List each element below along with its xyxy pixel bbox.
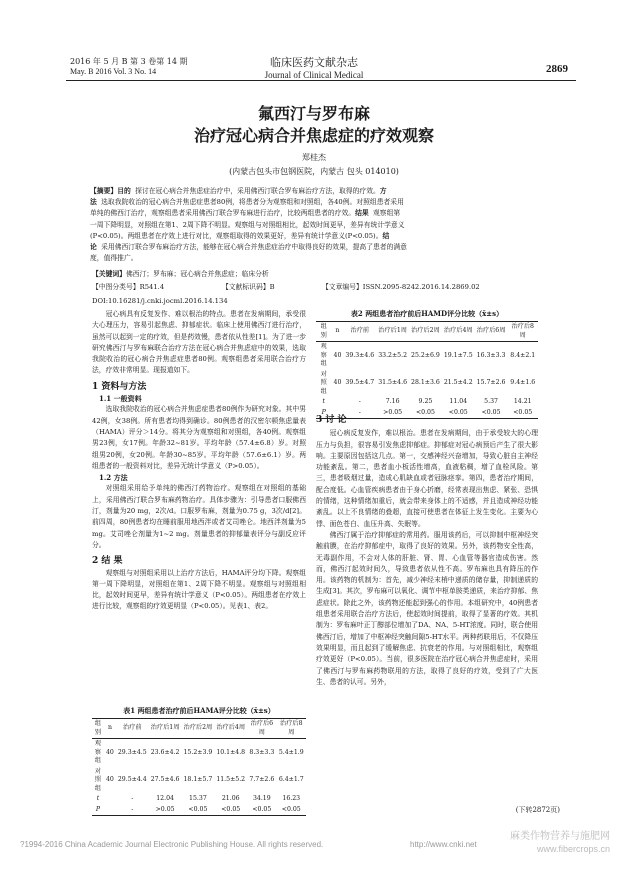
table-cell: P (92, 805, 104, 816)
table-cell: 16.3±3.3 (476, 351, 506, 359)
abstract-objective-label: 目的 (117, 187, 131, 195)
table-cell: 7.7±2.6 (249, 776, 275, 783)
table-2-grid (316, 321, 538, 419)
section-2-text: 观察组与对照组采用以上治疗方法后，HAMA评分均下降。观察组第一周下降明显，对照组在第1、2周下降不明显。观察组与对照组相比，起效时间更早，差异有统计学意义（P<0.05）。两组患者在疗效上进行比较，观察组的疗效更明显（P<0.05）。见表1、表2。 (92, 568, 306, 611)
table-header: 治疗后1周 (149, 719, 182, 739)
abstract-line: 度，值得推广。 (90, 254, 138, 263)
abstract-line: (P<0.05)。两组患者在疗效上进行对比，观察组取得的效果更好，差异有统计学意义(P<0.05)。 (90, 231, 383, 240)
table-cell: 29.5±4.4 (117, 776, 147, 783)
abstract-method-label-2: 法 (90, 198, 97, 207)
watermark-cn: 麻类作物营养与施肥网 (510, 831, 610, 842)
abstract-line: 一周下降明显，对照组在第1、2周下降不明显。观察组与对照组相比，起效时间更早，差异有统计学意义 (90, 220, 405, 229)
table-cell: <0.05 (214, 805, 247, 816)
issue-en: May. B 2016 Vol. 3 No. 14 (70, 67, 157, 76)
table-cell: 9.4±1.6 (510, 379, 536, 386)
table-row (92, 767, 306, 795)
table-cell: 34.19 (252, 795, 271, 802)
journal-cn: 临床医药文献杂志 (270, 56, 358, 69)
table-cell: 18.1±5.7 (183, 776, 213, 783)
table-cell: 8.3±3.3 (249, 748, 275, 756)
table-header: 治疗后2周 (409, 322, 442, 342)
title-line-2: 治疗冠心病合并焦虑症的疗效观察 (193, 126, 434, 145)
abstract-label: 【摘要】 (90, 187, 118, 195)
table-header: n (332, 322, 344, 342)
table-cell: <0.05 (442, 408, 475, 419)
table-cell: 5.4±1.9 (278, 748, 304, 756)
table-1-title: 表1 两组患者治疗前后HAMA评分比较（x̄±s） (123, 706, 275, 715)
table-cell: 观察组 (320, 343, 327, 367)
table-cell: 29.3±4.5 (117, 748, 147, 756)
abstract-line: 选取我院收治的冠心病合并焦虑症患者80例，将患者分为观察组和对照组，各40例。对照组患者采用 (101, 198, 404, 207)
table-2-title: 表2 两组患者治疗前后HAMD评分比较（x̄±s） (350, 309, 504, 318)
table-header: 治疗前 (343, 322, 376, 342)
table-header: 治疗后8周 (507, 322, 538, 342)
table-header: 治疗前 (116, 719, 149, 739)
table-cell: 11.04 (449, 398, 468, 405)
table-cell: 40 (333, 351, 342, 359)
table-cell: <0.05 (507, 408, 538, 419)
journal-name (0, 57, 628, 81)
article-number: 【文章编号】ISSN.2095-8242.2016.14.2869.02 (322, 283, 480, 291)
document-code: 【文献标识码】B (222, 283, 275, 291)
table-cell: 16.23 (282, 795, 301, 802)
abstract-line: 观察组第 (373, 209, 401, 218)
table-cell: >0.05 (376, 408, 409, 419)
title-line-1: 氟西汀与罗布麻 (257, 104, 370, 123)
table-cell: t (96, 795, 100, 802)
page-number: 2869 (546, 63, 568, 75)
table-cell: 19.1±7.5 (443, 351, 473, 359)
table-header: 组别 (92, 719, 104, 739)
section-1-2-heading: 1.2 方法 (99, 473, 128, 483)
table-header: 治疗后4周 (442, 322, 475, 342)
section-2-heading: 2 结 果 (92, 556, 123, 567)
keywords (92, 269, 269, 279)
journal-en: Journal of Clinical Medical (264, 70, 364, 80)
table-cell: P (316, 408, 332, 419)
table-cell: 40 (106, 748, 114, 756)
table-cell (332, 397, 344, 408)
cnki-link[interactable]: http://www.cnki.net (410, 840, 477, 849)
discussion-paragraph-1: 冠心病反复发作，难以根治。患者在发病期间，由于承受较大的心理压力与负担，很容易引发焦虑抑郁症。抑郁症对冠心病预后产生了很大影响。主要原因包括这几点。第一，交感神经兴奋增加，导致心脏自主神经功能紊乱。第二，患者血小板活性增高，血液粘稠，增了血栓风险。第三，患者吸烟过量，造成心肌缺血或者冠脉痉挛。第四，患者治疗期间，配合度低。心血管疾病患者由于身心折磨，经常表现出焦虑、紧张、恐惧的情绪，这种情绪加重后，就会带来身体上的不适感，并且造成神经功能紊乱。以上不良情绪的叠超，直接可使患者在体征上发生变化。主要为心悸、面色苍白、血压升高、失眠等。 (316, 429, 538, 528)
abstract (90, 186, 544, 264)
table-header: 治疗后6周 (247, 719, 276, 739)
watermark-url: www.fibercrops.cn (536, 844, 610, 854)
section-1-heading: 1 资料与方法 (92, 381, 147, 392)
table-cell: 15.7±2.6 (476, 379, 506, 386)
table-cell: >0.05 (149, 805, 182, 816)
discussion-paragraph-2: 佛西汀属于治疗抑郁症的常用药。服用该药后，可以抑制中枢神经突触前膜，在治疗抑郁症中，取得了良好的效果。另外，该药物安全性高，无毒副作用，不会对人体的肝脏、肾、胃、心血管等器官造成伤害。然而，佛西汀起效时间久，导致患者依从性不高。罗布麻也具有降压的作用。该药物的机制为：首先，减少神经末梢中递质的储存量，抑制递质的生成[3]。其次，罗布麻可以氧化、调节中枢单胺类递质，来治疗抑郁、焦虑症状。除此之外，该药物还能起到强心的作用。本组研究中，40例患者组患者采用联合治疗方法后，使起效时间提前，取得了显著的疗效。其机制为：罗布麻叶正丁醇部位增加了DA、NA、5-HT浓度。同时，联合使用佛西汀后，增加了中枢神经突触间隙5-HT水平。两种药联用后，不仅降压效果明显，而且起到了缓解焦虑、抗衰老的作用。与对照组相比，观察组疗效更好（P<0.05）。当前，很多医院在治疗冠心病合并焦虑症时，采用了佛西汀与罗布麻药物联用的方法，取得了良好的疗效，受到了广大医生、患者的认可。另外， (316, 530, 538, 686)
keywords-label: 【关键词】 (92, 270, 126, 278)
table-cell: 7.16 (385, 398, 400, 405)
table-1-grid (92, 718, 306, 816)
table-cell: 11.5±5.2 (216, 776, 246, 783)
table-cell: <0.05 (475, 408, 508, 419)
continued-note: (下转2872页) (515, 806, 560, 814)
table-cell: 40 (333, 379, 342, 386)
table-cell: 10.1±4.8 (216, 748, 246, 756)
table-cell: 28.1±3.6 (411, 379, 440, 386)
abstract-conclusion-label-2: 论 (90, 243, 97, 252)
copyright: ?1994-2016 China Academic Journal Electronic Publishing House. All rights reserved. (20, 840, 324, 849)
table-cell: 对照组 (320, 370, 327, 395)
table-cell: 6.4±1.7 (278, 776, 304, 783)
table-header: 治疗后4周 (214, 719, 247, 739)
abstract-conclusion-label: 结 (382, 231, 390, 240)
table-cell: 27.5±4.6 (150, 776, 180, 783)
section-3-heading: 3 讨 论 (316, 415, 347, 425)
table-cell: - (131, 795, 134, 802)
table-cell: <0.05 (182, 805, 215, 816)
table-cell: 31.5±4.6 (378, 379, 408, 386)
table-cell: 39.3±4.6 (345, 351, 375, 359)
table-cell: t (322, 398, 326, 405)
intro-paragraph: 冠心病具有反复发作、难以根治的特点。患者在发病期间，承受很大心理压力，容易引起焦虑、抑郁症状。临床上使用佛西汀进行治疗，虽然可以起到一定的疗效，但是药效慢，患者依从性差[1]。为了进一步研究佛西汀与罗布麻联合治疗方法在冠心病合并焦虑症中的效果，选取我院收治的冠心病合并焦虑症患者80例。观察组患者采用联合治疗方法，疗效非常明显。现报道如下。 (92, 310, 306, 375)
table-cell: 9.25 (418, 398, 433, 405)
table-cell: 25.2±6.9 (411, 351, 440, 359)
table-header: 组别 (316, 322, 332, 342)
table-cell: 观察组 (94, 740, 102, 764)
table-cell: - (343, 408, 376, 419)
clc-number: 【中图分类号】R541.4 (92, 283, 165, 291)
table-row (92, 805, 306, 816)
table-cell: 23.6±4.2 (150, 748, 180, 756)
table-header: 治疗后6周 (475, 322, 508, 342)
table-cell: 对照组 (94, 767, 102, 792)
abstract-line: 采用佛西汀联合罗布麻治疗方法，能够在冠心病合并焦虑症治疗中取得良好的效果，提高了患者的满意 (101, 243, 407, 252)
table-header: n (104, 719, 116, 739)
table-row (316, 370, 538, 398)
abstract-result-label: 结果 (355, 209, 369, 218)
abstract-method-label: 方 (379, 187, 387, 195)
table-cell: 15.37 (189, 795, 207, 802)
watermark (510, 830, 610, 856)
table-cell: 40 (106, 776, 114, 783)
table-cell (104, 805, 116, 816)
section-1-1-text: 选取我院收治的冠心病合并焦虑症患者80例作为研究对象。其中男42例，女38例。所有患者均得到确诊。80例患者的汉密尔顿焦虑量表（HAMA）评分＞14分。将其分为观察组和对照组，各40例。观察组男23例，女17例。年龄32~81岁。平均年龄（57.4±6.8）岁。对照组男20例，女20例。年龄30~85岁。平均年龄（57.6±6.1）岁。两组患者的一般资料对比，差异无统计学意义（P>0.05）。 (92, 405, 306, 470)
section-1-2-text: 对照组采用给予单纯的佛西汀药物治疗。观察组在对照组的基础上，采用佛西汀联合罗布麻药物治疗。具体步骤为：引导患者口服佛西汀，剂量为20 mg，2次/d。口服罗布麻，剂量为0.75 g，3次/d[2]。前四周，80例患者均在睡前服用地西泮或者艾司唑仑。地西泮剂量为5 mg。艾司唑仑剂量为1~2 mg。剂量患者的抑郁量表评分与副反应评分。 (92, 484, 306, 549)
table-cell: 14.21 (513, 398, 532, 405)
table-cell: 5.37 (484, 398, 498, 405)
issue-cn: 2016 年 5 月 B 第 3 卷第 14 期 (70, 57, 188, 66)
table-cell: - (116, 805, 149, 816)
table-cell: 39.5±4.7 (345, 379, 375, 386)
author: 郑桂杰 (302, 153, 326, 162)
table-cell: 33.2±5.2 (378, 351, 408, 359)
table-row (92, 739, 306, 767)
table-cell: <0.05 (247, 805, 276, 816)
section-1-1-heading: 1.1 一般资料 (99, 394, 142, 404)
table-cell: <0.05 (277, 805, 306, 816)
table-1 (92, 706, 306, 816)
table-2 (316, 309, 538, 419)
table-cell: <0.05 (409, 408, 442, 419)
table-cell: 21.06 (221, 795, 240, 802)
table-cell: 15.2±3.9 (183, 748, 213, 756)
affiliation: (内蒙古包头市包钢医院，内蒙古 包头 014010) (229, 167, 399, 176)
table-row (92, 794, 306, 805)
abstract-line: 单纯的佛西汀治疗，观察组患者采用佛西汀联合罗布麻进行治疗，比较两组患者的疗效。 (90, 209, 356, 218)
keywords-text: 佛西汀；罗布麻；冠心病合并焦虑症；临床分析 (125, 270, 269, 278)
table-header: 治疗后1周 (376, 322, 409, 342)
table-cell (104, 794, 116, 805)
table-header: 治疗后8周 (277, 719, 306, 739)
table-header: 治疗后2周 (182, 719, 215, 739)
table-row (316, 342, 538, 370)
table-cell: 21.5±4.2 (443, 379, 473, 386)
right-column (316, 415, 538, 688)
abstract-line: 探讨在冠心病合并焦虑症治疗中，采用佛西汀联合罗布麻治疗方法，取得的疗效。 (135, 187, 380, 195)
table-cell: 8.4±2.1 (510, 351, 536, 359)
left-column (92, 309, 306, 613)
table-cell: - (358, 398, 361, 405)
table-cell: 12.04 (156, 795, 174, 802)
doi: DOI:10.16281/j.cnki.jocml.2016.14.134 (92, 297, 228, 305)
header-rule (66, 80, 576, 81)
table-row (316, 397, 538, 408)
